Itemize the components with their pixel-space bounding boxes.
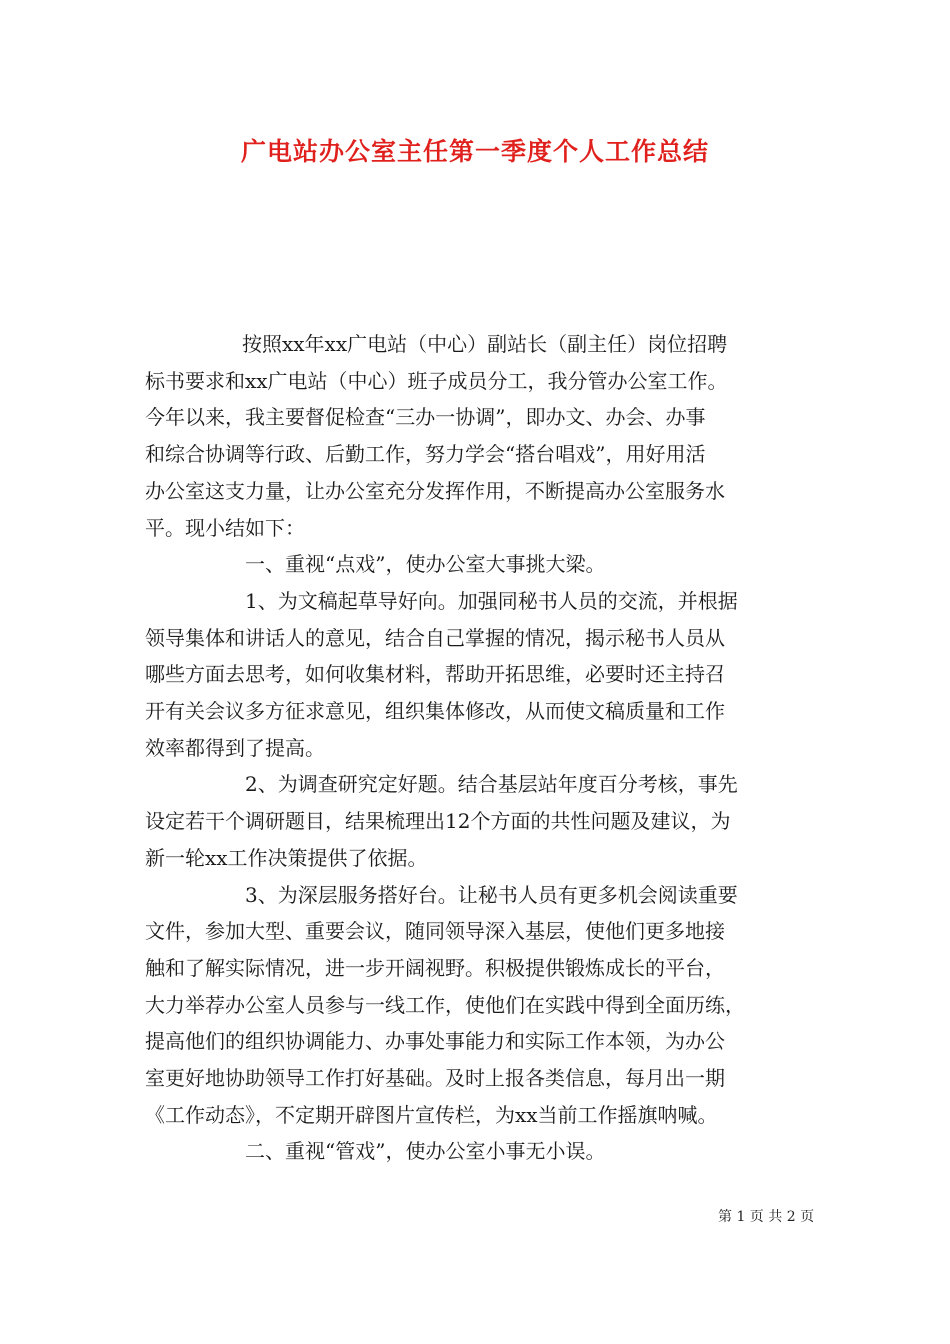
document-title: 广电站办公室主任第一季度个人工作总结 (240, 137, 709, 166)
paragraph-line: 新一轮xx工作决策提供了依据。 (145, 845, 428, 870)
paragraph-line: 3、为深层服务搭好台。让秘书人员有更多机会阅读重要 (245, 882, 738, 907)
paragraph-line: 文件，参加大型、重要会议，随同领导深入基层，使他们更多地接 (145, 919, 725, 944)
paragraph-line: 领导集体和讲话人的意见，结合自己掌握的情况，揭示秘书人员从 (145, 625, 725, 650)
paragraph-line: 标书要求和xx广电站（中心）班子成员分工，我分管办公室工作。 (145, 368, 728, 393)
paragraph-line: 提高他们的组织协调能力、办事处事能力和实际工作本领，为办公 (145, 1029, 725, 1054)
paragraph-line: 大力举荐办公室人员参与一线工作，使他们在实践中得到全面历练， (145, 992, 745, 1017)
paragraph-line: 办公室这支力量，让办公室充分发挥作用，不断提高办公室服务水 (145, 478, 725, 503)
document-body (145, 326, 805, 1170)
paragraph-line: 哪些方面去思考，如何收集材料，帮助开拓思维，必要时还主持召 (145, 662, 725, 687)
paragraph-line: 效率都得到了提高。 (145, 735, 325, 760)
paragraph-line: 和综合协调等行政、后勤工作，努力学会“搭台唱戏”，用好用活 (145, 442, 706, 467)
paragraph-line: 触和了解实际情况，进一步开阔视野。积极提供锻炼成长的平台， (145, 955, 725, 980)
paragraph-line: 2、为调查研究定好题。结合基层站年度百分考核，事先 (245, 772, 738, 797)
paragraph-line: 设定若干个调研题目，结果梳理出12个方面的共性问题及建议，为 (145, 809, 731, 834)
paragraph-line: 按照xx年xx广电站（中心）副站长（副主任）岗位招聘 (242, 332, 728, 356)
section-heading: 二、重视“管戏”，使办公室小事无小误。 (245, 1139, 606, 1164)
paragraph-line: 1、为文稿起草导好向。加强同秘书人员的交流，并根据 (245, 588, 738, 613)
paragraph-line: 《工作动态》，不定期开辟图片宣传栏，为xx当前工作摇旗呐喊。 (145, 1102, 718, 1127)
page-number-footer: 第 1 页 共 2 页 (718, 1209, 815, 1225)
paragraph-line: 平。现小结如下： (145, 515, 305, 540)
paragraph-line: 室更好地协助领导工作打好基础。及时上报各类信息，每月出一期 (145, 1066, 725, 1091)
paragraph-line: 开有关会议多方征求意见，组织集体修改，从而使文稿质量和工作 (145, 699, 725, 724)
paragraph-line: 今年以来，我主要督促检查“三办一协调”，即办文、办会、办事 (145, 405, 706, 430)
section-heading: 一、重视“点戏”，使办公室大事挑大梁。 (245, 552, 606, 577)
